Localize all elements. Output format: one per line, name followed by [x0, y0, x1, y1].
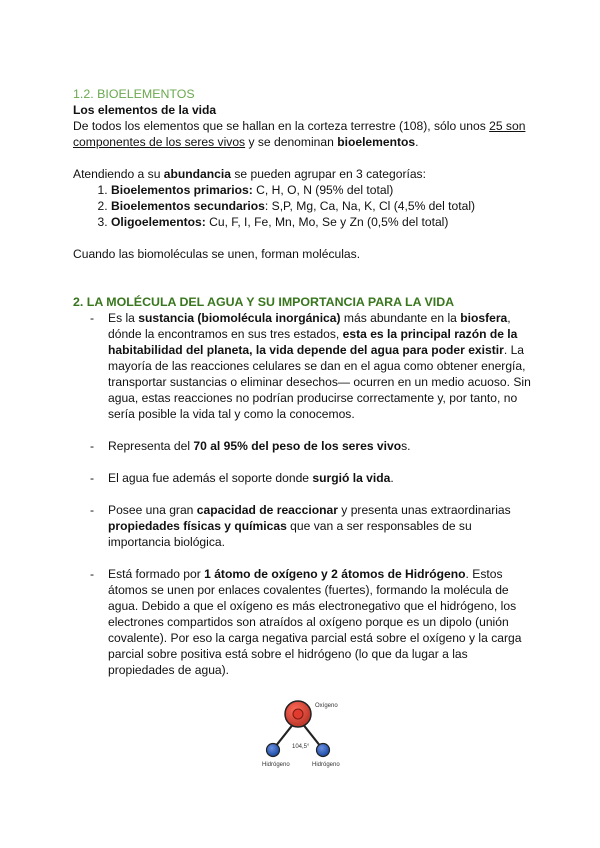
- dash-marker: -: [90, 439, 95, 453]
- category-text: Cu, F, I, Fe, Mn, Mo, Se y Zn (0,5% del total): [205, 215, 449, 229]
- text: s.: [401, 439, 411, 453]
- text: Atendiendo a su: [73, 167, 164, 181]
- text: Es la: [108, 311, 139, 325]
- list-item: [73, 502, 533, 550]
- list-item: [73, 470, 533, 486]
- text: El agua fue además el soporte donde: [108, 471, 313, 485]
- angle-label: 104,5°: [292, 744, 310, 750]
- bold-text: abundancia: [163, 167, 231, 181]
- hydrogen-atom-right: [317, 744, 330, 757]
- category-name: Oligoelementos:: [111, 215, 206, 229]
- category-text: : S,P, Mg, Ca, Na, K, Cl (4,5% del total): [264, 199, 476, 213]
- water-molecule-figure: [250, 692, 360, 772]
- text: Representa del: [108, 439, 194, 453]
- list-item: [73, 438, 533, 454]
- text: y presenta unas extraordinarias: [337, 503, 511, 517]
- text: Posee una gran: [108, 503, 197, 517]
- bold-text: esta es la principal razón de la habitabilidad del planeta, la vida depende del agua para poder existir: [108, 327, 518, 357]
- bold-text: bioelementos: [337, 135, 416, 149]
- category-name: Bioelementos secundarios: [111, 199, 265, 213]
- bold-text: 1 átomo de oxígeno y 2 átomos de Hidrógeno: [204, 567, 466, 581]
- categories-list: [73, 182, 533, 230]
- bold-text: biosfera: [460, 311, 508, 325]
- bold-text: sustancia (biomolécula inorgánica): [138, 311, 341, 325]
- text: que van a ser responsables de su importancia biológica.: [108, 519, 472, 549]
- subheading-elementos-vida: Los elementos de la vida: [73, 103, 217, 117]
- intro-paragraph: [73, 118, 533, 150]
- text: y se denominan: [245, 135, 338, 149]
- oxygen-nucleus: [293, 709, 303, 719]
- dash-marker: -: [90, 311, 95, 325]
- text: .: [390, 471, 394, 485]
- dash-marker: -: [90, 503, 95, 517]
- dash-marker: -: [90, 567, 95, 581]
- list-item: [111, 198, 533, 214]
- bold-text: capacidad de reaccionar: [196, 503, 338, 517]
- list-item: [73, 566, 533, 678]
- water-molecule-diagram: [250, 692, 360, 772]
- text: De todos los elementos que se hallan en la corteza terrestre (108), sólo unos: [73, 119, 490, 133]
- closing-paragraph: Cuando las biomoléculas se unen, forman moléculas.: [73, 247, 361, 261]
- underlined-text: 25 son componentes de los seres vivos: [73, 119, 526, 149]
- bold-text: surgió la vida: [312, 471, 391, 485]
- list-item: [111, 214, 533, 230]
- category-name: Bioelementos primarios:: [111, 183, 253, 197]
- text: se pueden agrupar en 3 categorías:: [230, 167, 426, 181]
- list-item: [73, 310, 533, 422]
- bold-text: propiedades físicas y químicas: [108, 519, 287, 533]
- bold-text: 70 al 95% del peso de los seres vivo: [193, 439, 402, 453]
- hydrogen-left-label: Hidrógeno: [262, 762, 290, 768]
- text: , dónde la encontramos en sus tres estados,: [108, 311, 511, 341]
- text: más abundante en la: [340, 311, 461, 325]
- text: Está formado por: [108, 567, 205, 581]
- section-heading-bioelementos: 1.2. BIOELEMENTOS: [73, 87, 195, 101]
- document-page: [73, 86, 533, 678]
- water-bullets: [73, 310, 533, 678]
- text: . La mayoría de las reacciones celulares se dan en el agua como obtener energía, transportar sustancias o eliminar desechos— ocurren en un medio acuoso. Sin agua, estas reacciones no podrían producirse correctamente y, por tanto, no sería posible la vida tal y como la conocemos.: [108, 343, 531, 421]
- hydrogen-right-label: Hidrógeno: [312, 762, 340, 768]
- section-heading-agua: 2. LA MOLÉCULA DEL AGUA Y SU IMPORTANCIA PARA LA VIDA: [73, 295, 455, 309]
- dash-marker: -: [90, 471, 95, 485]
- list-item: [111, 182, 533, 198]
- oxygen-label: Oxígeno: [315, 703, 338, 709]
- text: .: [415, 135, 419, 149]
- text: . Estos átomos se unen por enlaces covalentes (fuertes), formando la molécula de agua. Debido a que el oxígeno es más electronegativo que el hidrógeno, los electrones compartidos son atraídos al oxígeno porque es un dipolo (unión covalente). Por eso la carga negativa parcial está sobre el oxígeno y la carga parcial sobre positiva está sobre el hidrógeno (lo que da lugar a las propiedades de agua).: [108, 567, 522, 677]
- hydrogen-atom-left: [267, 744, 280, 757]
- abundance-paragraph: [73, 166, 533, 182]
- category-text: C, H, O, N (95% del total): [252, 183, 394, 197]
